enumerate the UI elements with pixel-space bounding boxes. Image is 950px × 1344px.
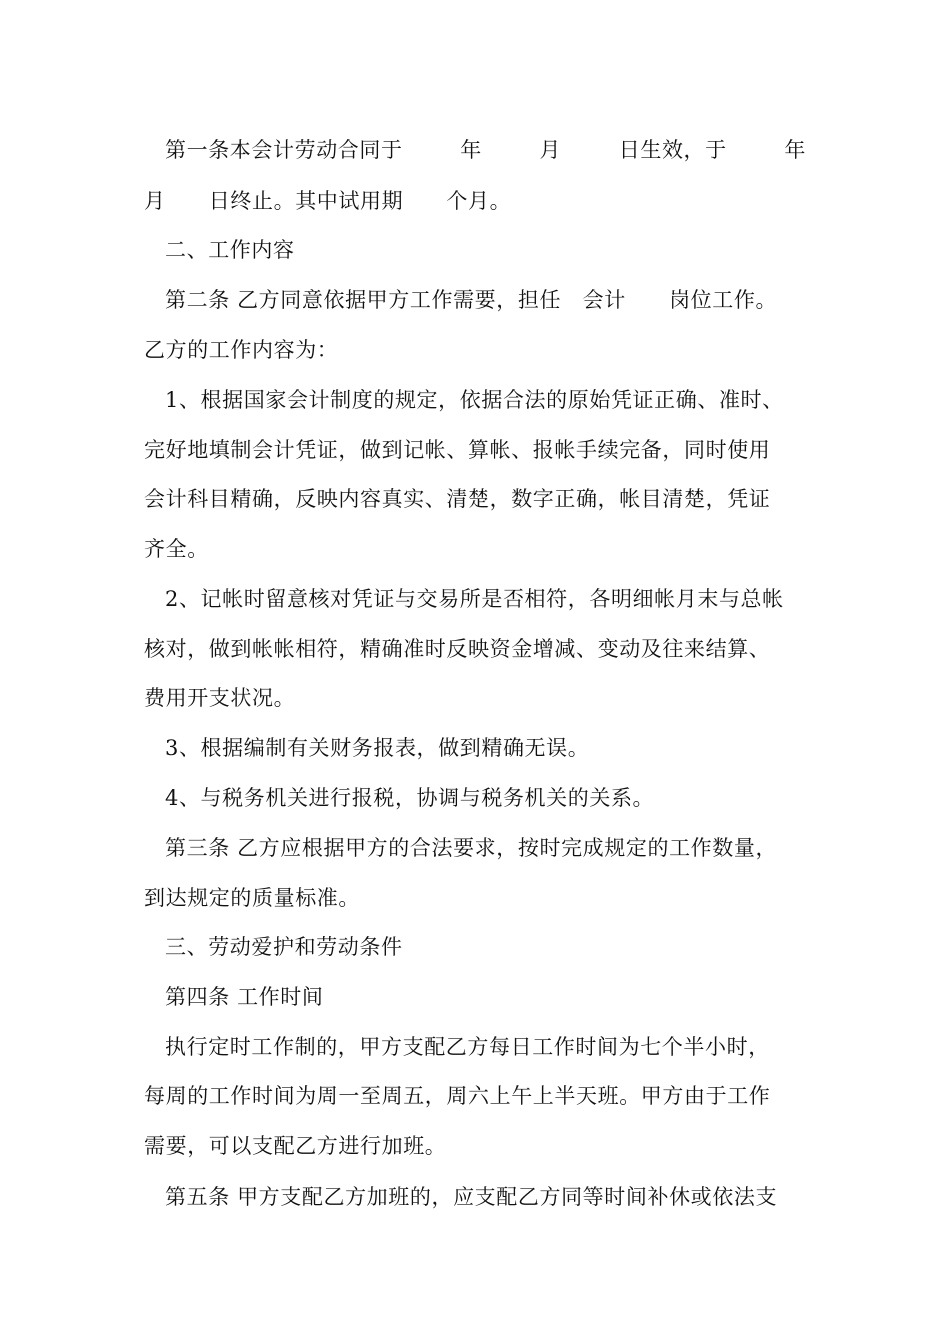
clause-4-heading: 第四条 工作时间	[165, 985, 324, 1009]
clause-3-line-2: 到达规定的质量标准。	[144, 886, 360, 910]
section-3-heading: 三、劳动爱护和劳动条件	[165, 935, 403, 959]
clause-2-line-2: 乙方的工作内容为：	[144, 338, 339, 362]
section-2-heading: 二、工作内容	[165, 238, 295, 262]
item-4: 4、与税务机关进行报税，协调与税务机关的关系。	[165, 786, 655, 810]
item-1-line-1: 1、根据国家会计制度的规定，依据合法的原始凭证正确、准时、	[165, 388, 784, 412]
blank-month-1: 月	[539, 138, 562, 162]
item-2-line-1: 2、记帐时留意核对凭证与交易所是否相符，各明细帐月末与总帐	[165, 587, 784, 611]
item-1-line-3: 会计科目精确，反映内容真实、清楚，数字正确，帐目清楚，凭证	[144, 487, 771, 511]
work-time-line-3: 需要，可以支配乙方进行加班。	[144, 1134, 447, 1158]
clause-1-line-2: 月 日终止。其中试用期 个月。	[144, 189, 512, 213]
item-2-line-2: 核对，做到帐帐相符，精确准时反映资金增减、变动及往来结算、	[144, 637, 771, 661]
work-time-line-2: 每周的工作时间为周一至周五，周六上午上半天班。甲方由于工作	[144, 1084, 771, 1108]
clause-1-text: 第一条本会计劳动合同于	[165, 138, 403, 162]
item-1-line-2: 完好地填制会计凭证，做到记帐、算帐、报帐手续完备，同时使用	[144, 438, 771, 462]
clause-3-line-1: 第三条 乙方应根据甲方的合法要求，按时完成规定的工作数量，	[165, 836, 778, 860]
item-1-line-4: 齐全。	[144, 537, 209, 561]
item-3: 3、根据编制有关财务报表，做到精确无误。	[165, 736, 590, 760]
clause-1-line-1	[165, 135, 806, 165]
item-2-line-3: 费用开支状况。	[144, 686, 296, 710]
blank-year-1: 年	[460, 138, 482, 162]
blank-day-effective: 日生效，于	[618, 138, 727, 162]
work-time-line-1: 执行定时工作制的，甲方支配乙方每日工作时间为七个半小时，	[165, 1035, 770, 1059]
clause-5-line-1: 第五条 甲方支配乙方加班的，应支配乙方同等时间补休或依法支	[165, 1185, 778, 1209]
clause-2-line-1: 第二条 乙方同意依据甲方工作需要，担任 会计 岗位工作。	[165, 288, 778, 312]
blank-year-2: 年	[784, 138, 806, 162]
